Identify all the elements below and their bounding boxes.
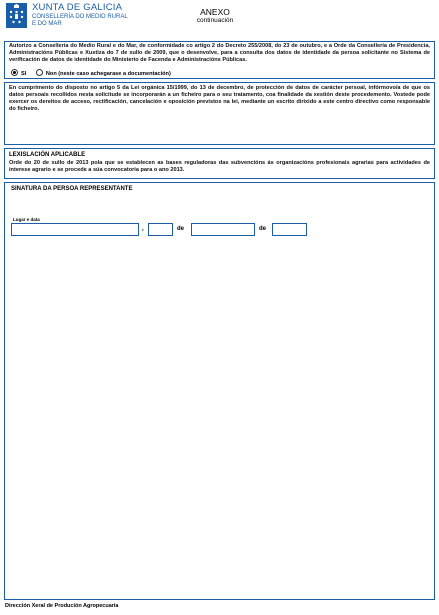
authorization-section — [4, 41, 435, 79]
galicia-emblem-icon — [6, 3, 27, 28]
of-label-1: de — [177, 226, 185, 232]
place-date-label: Lugar e data — [13, 217, 40, 222]
authorization-text: Autorizo a Consellería do Medio Rural e do Mar, de conformidade co artigo 2 do Decreto 255/2008, do 23 de outubro, e a Orde da Consellería de Presidencia, Administracións Públicas e Xustiza do 7 de xullo de 2009, que o desenvolve, para a consulta dos datos de identidade da persoa solicitante no Sistema de verificación de datos de identidade do Ministerio de Facenda e Administracións Públicas. — [9, 43, 430, 63]
no-radio[interactable] — [36, 69, 43, 76]
privacy-text: En cumprimento do disposto no artigo 5 da Lei orgánica 15/1999, do 13 de decembro, de protección de datos de carácter persoal, infórmovo/a de que os datos persoais recollidos nesta solicitude se incorporarán a un ficheiro para o seu tratamento, coa finalidade da xestión deste procedemento. Vostede pode exercer os dereitos de acceso, rectificación, cancelación e oposición previstos na lei, mediante un escrito dirixido a este centro directivo como responsable do ficheiro. — [9, 85, 430, 112]
signature-section — [4, 182, 435, 600]
yes-radio[interactable] — [11, 69, 18, 76]
no-label: Non (neste caso achegarase a documentación) — [45, 71, 171, 77]
page-subtitle: continuación — [196, 17, 234, 24]
of-label-2: de — [259, 226, 267, 232]
legislation-section — [4, 148, 435, 179]
signature-title: SINATURA DA PERSOA REPRESENTANTE — [11, 186, 133, 192]
xunta-logo — [6, 2, 136, 32]
day-input[interactable] — [148, 223, 173, 236]
logo-subtitle-line1: CONSELLERÍA DO MEDIO RURAL — [32, 14, 128, 20]
logo-title: XUNTA DE GALICIA — [32, 2, 123, 13]
comma-separator: , — [142, 226, 144, 232]
year-input[interactable] — [272, 223, 307, 236]
authorization-options — [11, 69, 179, 78]
legislation-text: Orde do 20 de xullo de 2013 pola que se establecen as bases reguladoras das subvencións ás organizacións profesionais agrarias para actividades de interese agrario e se procede a súa convocatoria para o ano 2013. — [9, 160, 430, 173]
place-input[interactable] — [11, 223, 139, 236]
footer-department: Dirección Xeral de Produción Agropecuaria — [5, 603, 119, 609]
logo-subtitle-line2: E DO MAR — [32, 21, 62, 27]
legislation-title: LEXISLACIÓN APLICABLE — [9, 152, 86, 158]
privacy-section — [4, 82, 435, 145]
yes-label: SI — [21, 71, 27, 77]
month-input[interactable] — [191, 223, 255, 236]
page-title: ANEXO — [200, 7, 230, 17]
